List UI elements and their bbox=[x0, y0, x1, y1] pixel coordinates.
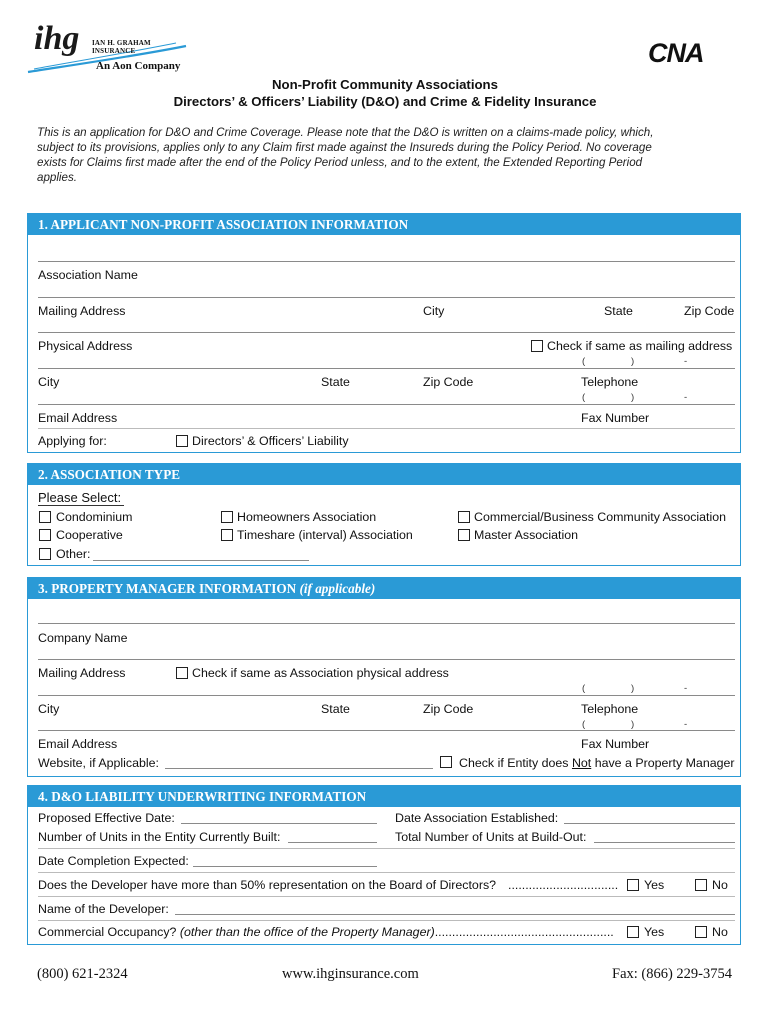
divider bbox=[38, 848, 735, 849]
please-select-label: Please Select: bbox=[38, 490, 122, 505]
form-subtitle: Directors’ & Officers’ Liability (D&O) and Crime & Fidelity Insurance bbox=[173, 94, 597, 109]
commercial-leader-dots: .................................................... bbox=[434, 925, 614, 939]
website-field[interactable] bbox=[165, 768, 433, 769]
condominium-checkbox[interactable] bbox=[39, 511, 51, 523]
physical-address-label: Physical Address bbox=[38, 339, 133, 353]
timeshare-label: Timeshare (interval) Association bbox=[237, 528, 413, 542]
pm-phone-paren-open: ( bbox=[582, 683, 586, 694]
section-underwriting bbox=[27, 785, 741, 945]
homeowners-label: Homeowners Association bbox=[237, 510, 377, 524]
pm-city-field[interactable] bbox=[38, 695, 735, 696]
state-label: State bbox=[604, 304, 633, 318]
other-label: Other: bbox=[56, 547, 91, 561]
pm-state-label: State bbox=[321, 702, 350, 716]
no-property-manager-label bbox=[459, 756, 735, 770]
pm-email-field[interactable] bbox=[38, 730, 735, 731]
section-property-manager bbox=[27, 577, 741, 777]
zip2-label: Zip Code bbox=[423, 375, 474, 389]
pm-city-label: City bbox=[38, 702, 60, 716]
units-built-label: Number of Units in the Entity Currently Built: bbox=[38, 830, 281, 844]
developer-no-checkbox[interactable] bbox=[695, 879, 707, 891]
commercial-q-note: (other than the office of the Property Manager) bbox=[179, 925, 435, 939]
other-field[interactable] bbox=[93, 560, 309, 561]
other-checkbox[interactable] bbox=[39, 548, 51, 560]
association-name-label: Association Name bbox=[38, 268, 138, 282]
phone-paren-close: ) bbox=[631, 356, 635, 367]
timeshare-checkbox[interactable] bbox=[221, 529, 233, 541]
same-as-physical-label: Check if same as Association physical address bbox=[192, 666, 449, 680]
city-field[interactable] bbox=[38, 368, 735, 369]
developer-yes-label: Yes bbox=[644, 878, 665, 892]
agency-tagline: An Aon Company bbox=[96, 60, 181, 72]
section-3-heading bbox=[28, 578, 740, 599]
master-checkbox[interactable] bbox=[458, 529, 470, 541]
fax-paren-open: ( bbox=[582, 392, 586, 403]
divider bbox=[38, 920, 735, 921]
divider bbox=[38, 896, 735, 897]
pm-fax-paren-open: ( bbox=[582, 719, 586, 730]
cna-logo: CNA bbox=[648, 38, 704, 68]
pm-zip-label: Zip Code bbox=[423, 702, 474, 716]
commercial-q-text: Commercial Occupancy? bbox=[38, 925, 177, 939]
city-label: City bbox=[423, 304, 445, 318]
same-as-mailing-label: Check if same as mailing address bbox=[547, 339, 733, 353]
section-2-heading: 2. ASSOCIATION TYPE bbox=[28, 464, 740, 485]
phone-dash: - bbox=[684, 356, 688, 367]
same-as-physical-checkbox[interactable] bbox=[176, 667, 188, 679]
no-property-manager-checkbox[interactable] bbox=[440, 756, 452, 768]
form-title: Non-Profit Community Associations bbox=[272, 77, 498, 92]
city2-label: City bbox=[38, 375, 60, 389]
units-buildout-label: Total Number of Units at Build-Out: bbox=[395, 830, 587, 844]
telephone-label: Telephone bbox=[581, 375, 639, 389]
fax-paren-close: ) bbox=[631, 392, 635, 403]
association-name-field[interactable] bbox=[38, 261, 735, 262]
homeowners-checkbox[interactable] bbox=[221, 511, 233, 523]
date-established-field[interactable] bbox=[564, 823, 735, 824]
completion-label: Date Completion Expected: bbox=[38, 854, 189, 868]
physical-address-field[interactable] bbox=[38, 332, 735, 333]
no-pm-not: Not bbox=[571, 756, 592, 770]
pm-fax-dash: - bbox=[684, 719, 688, 730]
section-applicant bbox=[27, 213, 741, 453]
same-as-mailing-checkbox[interactable] bbox=[531, 340, 543, 352]
company-name-field[interactable] bbox=[38, 623, 735, 624]
email-field[interactable] bbox=[38, 404, 735, 405]
pm-email-label: Email Address bbox=[38, 737, 118, 751]
completion-field[interactable] bbox=[193, 866, 377, 867]
mailing-address-field[interactable] bbox=[38, 297, 735, 298]
divider bbox=[38, 872, 735, 873]
intro-line-1: This is an application for D&O and Crime Coverage. Please note that the D&O is written on a claims-made policy, which, bbox=[37, 126, 654, 139]
mailing-address-label: Mailing Address bbox=[38, 304, 126, 318]
ihg-logo bbox=[26, 16, 196, 74]
footer-fax: Fax: (866) 229-3754 bbox=[612, 966, 733, 982]
pm-fax-paren-close: ) bbox=[631, 719, 635, 730]
master-label: Master Association bbox=[474, 528, 578, 542]
agency-name: IAN H. GRAHAM INSURANCE bbox=[92, 39, 151, 55]
section-3-heading-note: (if applicable) bbox=[299, 581, 376, 596]
company-name-label: Company Name bbox=[38, 631, 128, 645]
commercial-label: Commercial/Business Community Association bbox=[474, 510, 727, 524]
ihg-mark: ihg bbox=[34, 20, 80, 57]
cooperative-label: Cooperative bbox=[56, 528, 123, 542]
intro-line-4: applies. bbox=[37, 171, 77, 184]
date-established-label: Date Association Established: bbox=[395, 811, 559, 825]
commercial-yes-checkbox[interactable] bbox=[627, 926, 639, 938]
divider bbox=[38, 428, 735, 429]
pm-telephone-label: Telephone bbox=[581, 702, 639, 716]
fax-dash: - bbox=[684, 392, 688, 403]
zip-label: Zip Code bbox=[684, 304, 735, 318]
phone-paren-open: ( bbox=[582, 356, 586, 367]
pm-mailing-address-label: Mailing Address bbox=[38, 666, 126, 680]
state2-label: State bbox=[321, 375, 350, 389]
intro-line-2: subject to its provisions, applies only to any Claim first made against the Insureds during the Policy Period. No coverage bbox=[37, 141, 652, 154]
units-buildout-field[interactable] bbox=[594, 842, 735, 843]
do-liability-checkbox[interactable] bbox=[176, 435, 188, 447]
condominium-label: Condominium bbox=[56, 510, 133, 524]
website-label: Website, if Applicable: bbox=[38, 756, 159, 770]
developer-yes-checkbox[interactable] bbox=[627, 879, 639, 891]
please-select-underline bbox=[38, 505, 124, 506]
commercial-occupancy-question bbox=[38, 925, 614, 939]
developer-leader-dots: ................................ bbox=[508, 878, 619, 892]
section-association-type bbox=[27, 463, 741, 566]
fax-label: Fax Number bbox=[581, 411, 650, 425]
pm-fax-label: Fax Number bbox=[581, 737, 650, 751]
intro-line-3: exists for Claims first made after the end of the Policy Period unless, and to the extent, the Extended Reporting Period bbox=[37, 156, 643, 169]
do-liability-label: Directors’ & Officers’ Liability bbox=[192, 434, 349, 448]
effective-date-field[interactable] bbox=[181, 823, 377, 824]
developer-name-field[interactable] bbox=[175, 914, 735, 915]
applying-for-label: Applying for: bbox=[38, 434, 107, 448]
developer-question: Does the Developer have more than 50% representation on the Board of Directors? bbox=[38, 878, 497, 892]
no-pm-text-2: have a Property Manager bbox=[591, 756, 735, 770]
pm-phone-dash: - bbox=[684, 683, 688, 694]
section-3-heading-text: 3. PROPERTY MANAGER INFORMATION bbox=[38, 581, 297, 596]
footer-website[interactable]: www.ihginsurance.com bbox=[282, 966, 419, 982]
commercial-no-checkbox[interactable] bbox=[695, 926, 707, 938]
footer-phone: (800) 621-2324 bbox=[37, 966, 128, 982]
units-built-field[interactable] bbox=[288, 842, 377, 843]
developer-name-label: Name of the Developer: bbox=[38, 902, 169, 916]
effective-date-label: Proposed Effective Date: bbox=[38, 811, 175, 825]
cooperative-checkbox[interactable] bbox=[39, 529, 51, 541]
section-1-heading: 1. APPLICANT NON-PROFIT ASSOCIATION INFORMATION bbox=[28, 214, 740, 235]
commercial-no-label: No bbox=[712, 925, 728, 939]
developer-no-label: No bbox=[712, 878, 728, 892]
commercial-yes-label: Yes bbox=[644, 925, 665, 939]
no-pm-text-1: Check if Entity does bbox=[459, 756, 572, 770]
email-label: Email Address bbox=[38, 411, 118, 425]
section-4-heading: 4. D&O LIABILITY UNDERWRITING INFORMATION bbox=[28, 786, 740, 807]
commercial-checkbox[interactable] bbox=[458, 511, 470, 523]
pm-phone-paren-close: ) bbox=[631, 683, 635, 694]
pm-mailing-address-field[interactable] bbox=[38, 659, 735, 660]
